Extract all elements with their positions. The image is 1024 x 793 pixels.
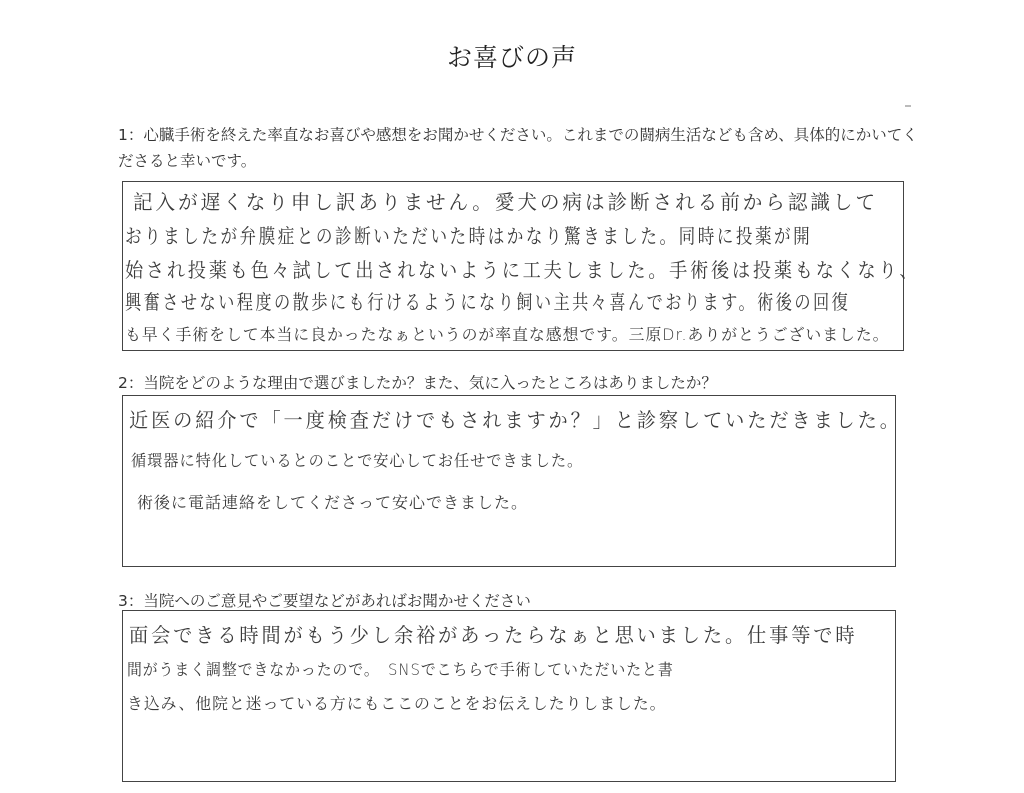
- answer-1-line-1: 記入が遅くなり申し訳ありません。愛犬の病は診断される前から認識して: [133, 190, 878, 214]
- answer-3-line-3: き込み、他院と迷っている方にもここのことをお伝えしたりしました。: [127, 694, 667, 713]
- answer-1-line-5: も早く手術をして本当に良かったなぁというのが率直な感想です。三原Dr.ありがとうございました。: [125, 325, 890, 344]
- answer-1-line-4: 興奮させない程度の散歩にも行けるようになり飼い主共々喜んでおります。術後の回復: [125, 290, 851, 314]
- question-1: 1：心臓手術を終えた率直なお喜びや感想をお聞かせください。これまでの闘病生活なども含め、具体的にかいてくださると幸いです。: [118, 126, 918, 170]
- answer-2-line-3: 術後に電話連絡をしてくださって安心できました。: [137, 493, 529, 512]
- answer-2-line-1: 近医の紹介で「一度検査だけでもされますか？」と診察していただきました。: [129, 408, 902, 432]
- answer-1-line-3: 始され投薬も色々試して出されないように工夫しました。手術後は投薬もなくなり、: [125, 258, 921, 282]
- answer-box-1: [122, 181, 921, 351]
- answer-box-2: [122, 395, 902, 567]
- page-title: お喜びの声: [446, 43, 577, 72]
- answer-1-line-2: おりましたが弁膜症との診断いただいた時はかなり驚きました。同時に投薬が開: [125, 224, 813, 248]
- answer-3-line-1: 面会できる時間がもう少し余裕があったらなぁと思いました。仕事等で時: [129, 623, 858, 647]
- scan-mark: [905, 105, 911, 107]
- answer-2-line-2: 循環器に特化しているとのことで安心してお任せできました。: [131, 451, 584, 470]
- question-2: 2：当院をどのような理由で選びましたか？また、気に入ったところはありましたか？: [118, 374, 717, 392]
- question-3: 3：当院へのご意見やご要望などがあればお聞かせください: [118, 592, 531, 610]
- answer-3-line-2: 間がうまく調整できなかったので。 SNSでこちらで手術していただいたと書: [127, 660, 674, 679]
- answer-box-3: [122, 610, 896, 782]
